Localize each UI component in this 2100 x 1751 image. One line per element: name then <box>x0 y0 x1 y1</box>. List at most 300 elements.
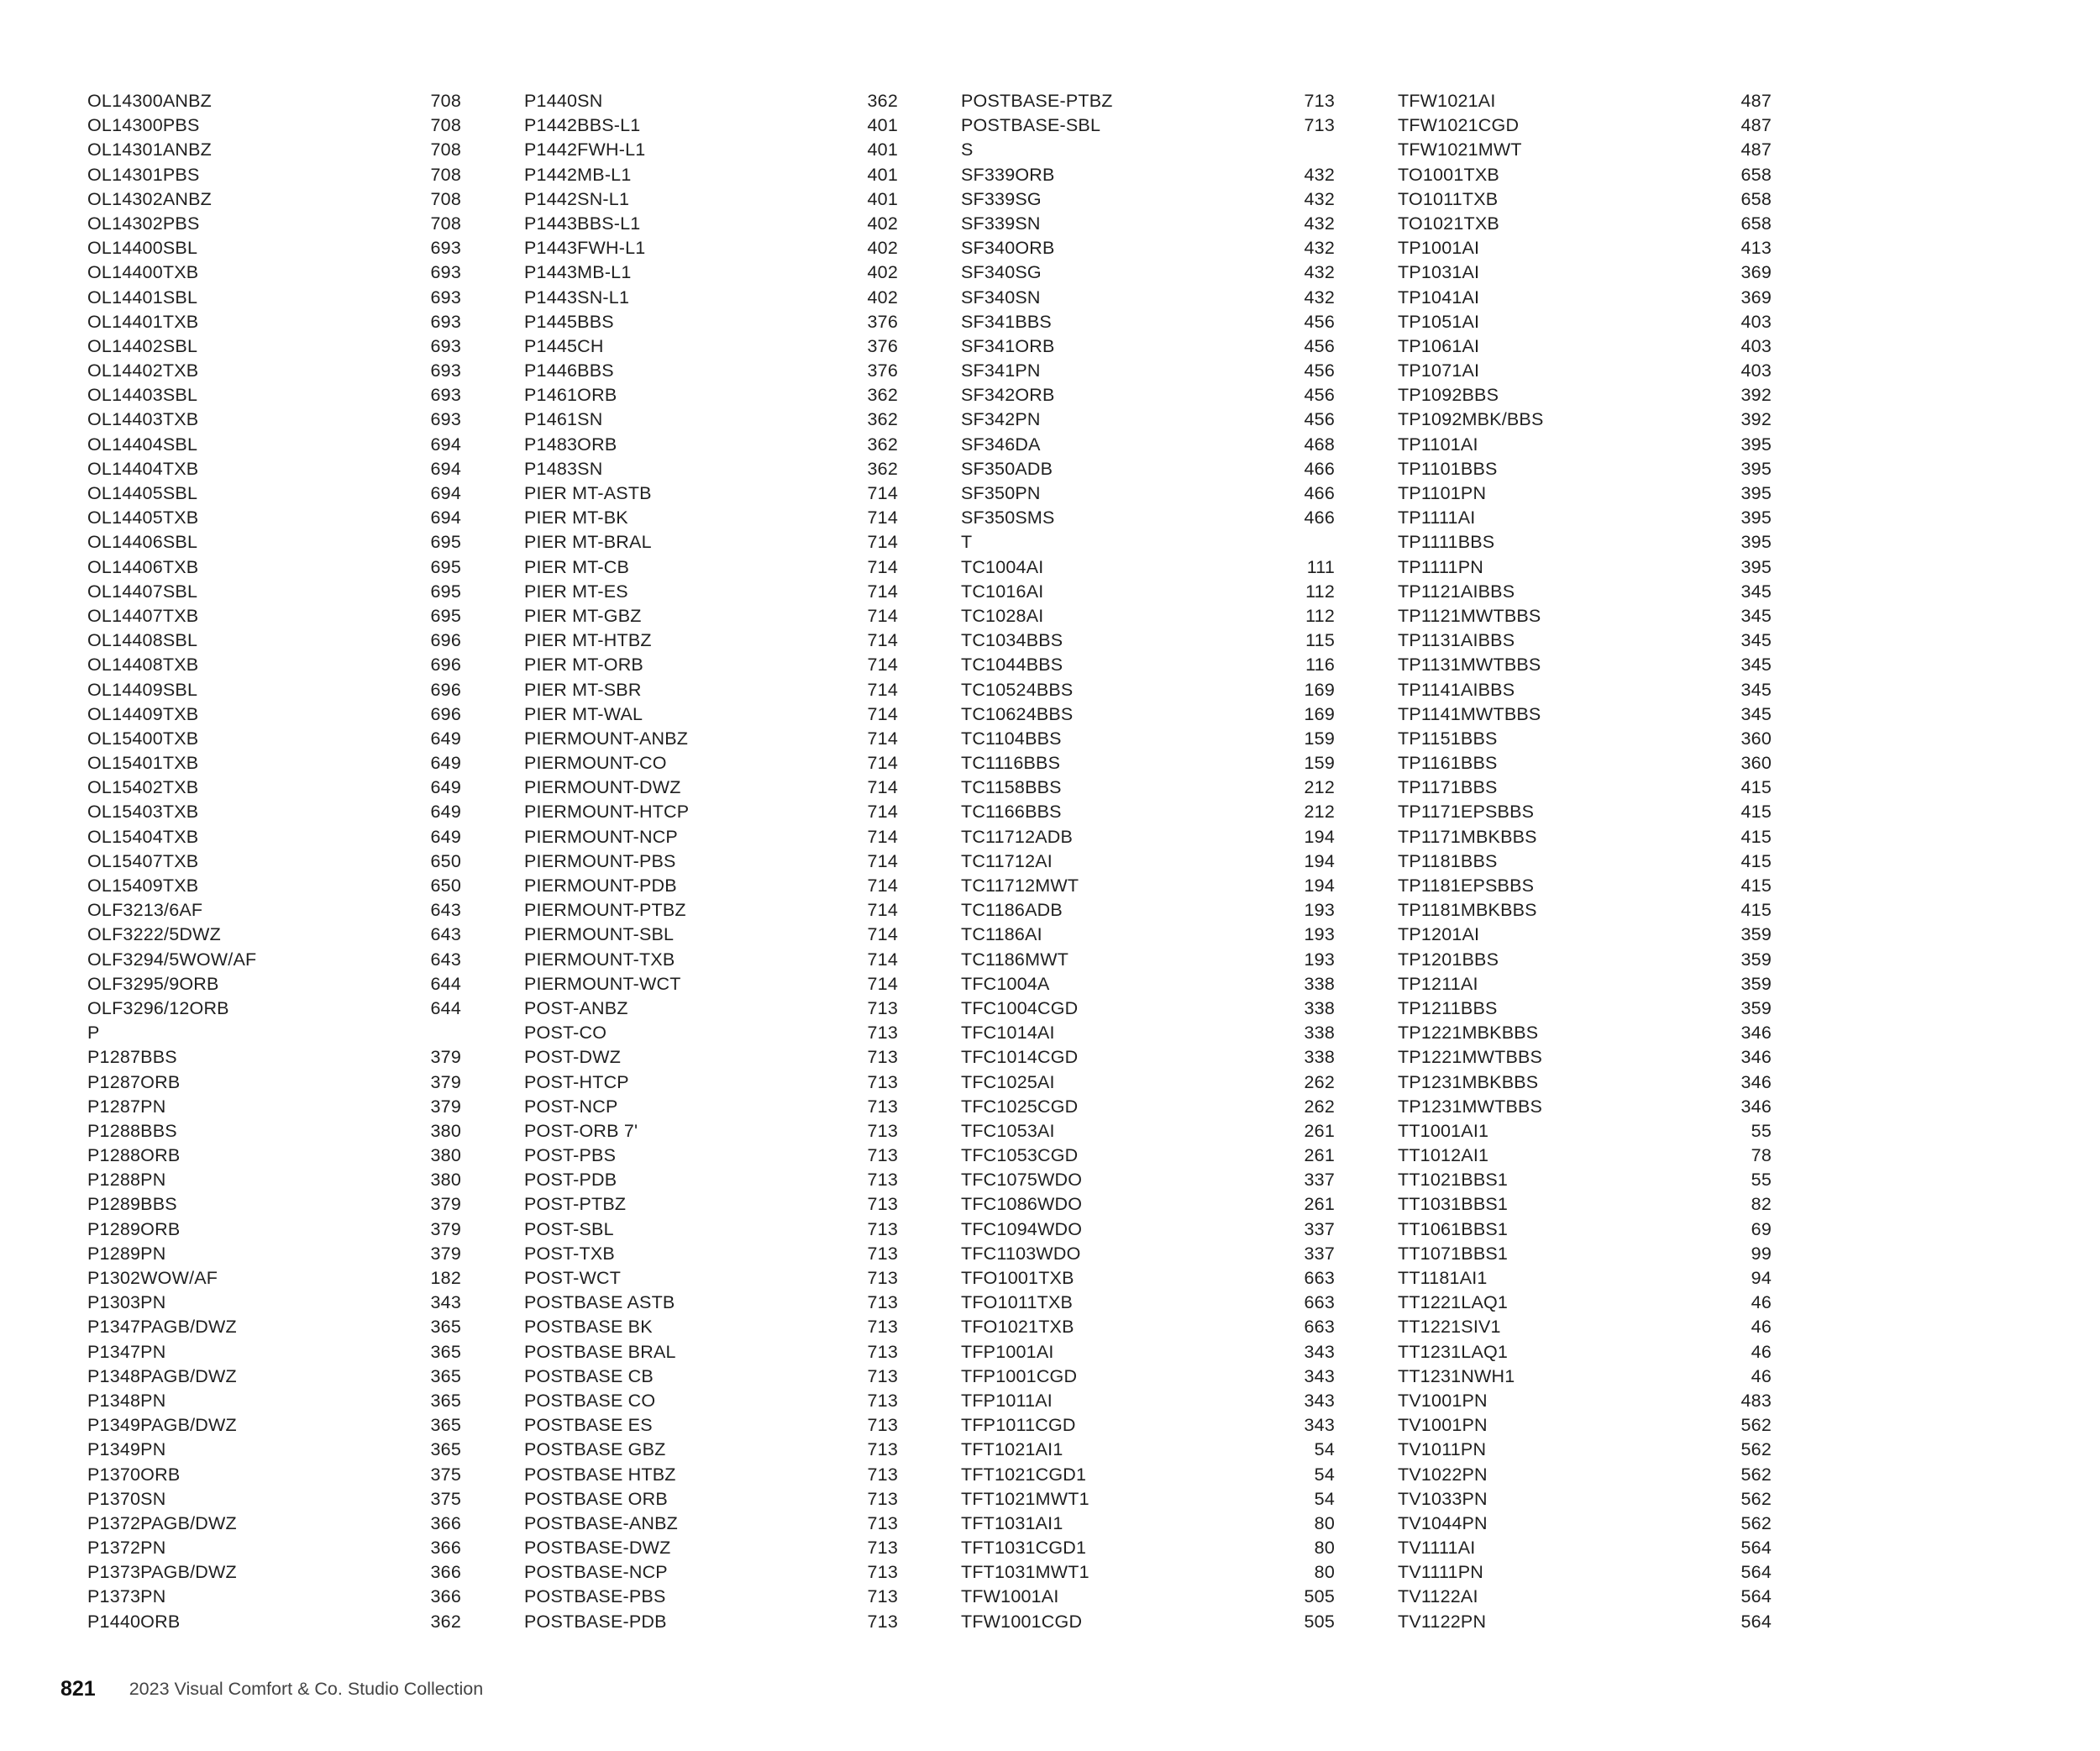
item-code: P1289ORB <box>87 1218 181 1239</box>
index-column-3 <box>961 89 1398 1634</box>
index-entry <box>524 604 961 628</box>
item-code: TC1104BBS <box>961 728 1062 749</box>
index-entry <box>961 678 1398 702</box>
page-ref: 714 <box>867 581 898 602</box>
index-entry <box>961 1168 1398 1192</box>
page-ref: 362 <box>867 434 898 455</box>
index-entry <box>524 1413 961 1438</box>
page-ref: 338 <box>1304 1023 1335 1044</box>
item-code: TP1181MBKBBS <box>1398 900 1537 921</box>
item-code: P1287PN <box>87 1096 166 1117</box>
page-ref: 82 <box>1751 1194 1772 1215</box>
item-code: PIERMOUNT-PBS <box>524 850 676 871</box>
page-ref: 376 <box>867 335 898 356</box>
page-ref: 362 <box>867 385 898 406</box>
item-code: TFT1021MWT1 <box>961 1488 1089 1509</box>
item-code: TFW1021MWT <box>1398 139 1522 160</box>
page-ref: 696 <box>430 630 461 651</box>
page-ref: 379 <box>430 1218 461 1239</box>
index-entry <box>961 457 1398 481</box>
item-code: TFC1086WDO <box>961 1194 1083 1215</box>
item-code: POSTBASE-DWZ <box>524 1538 671 1559</box>
page-ref: 456 <box>1304 360 1335 381</box>
index-entry <box>87 506 524 530</box>
page-ref: 395 <box>1740 532 1772 553</box>
index-entry <box>1398 898 1835 923</box>
index-entry <box>961 163 1398 187</box>
page-ref: 395 <box>1740 458 1772 479</box>
page-ref: 713 <box>867 1317 898 1338</box>
item-code: TP1161BBS <box>1398 753 1498 774</box>
page-ref: 365 <box>430 1341 461 1362</box>
index-entry <box>87 187 524 212</box>
page-ref: 708 <box>430 139 461 160</box>
item-code: OL14406SBL <box>87 532 198 553</box>
page-ref: 696 <box>430 703 461 724</box>
page-ref: 80 <box>1314 1538 1335 1559</box>
item-code: POSTBASE ASTB <box>524 1292 675 1313</box>
index-entry <box>1398 1021 1835 1045</box>
index-entry <box>524 1021 961 1045</box>
page-ref: 46 <box>1751 1317 1772 1338</box>
page-ref: 650 <box>430 876 461 896</box>
index-entry <box>1398 359 1835 383</box>
page-ref: 415 <box>1740 826 1772 847</box>
index-column-4 <box>1398 89 1835 1634</box>
item-code: SF339ORB <box>961 164 1055 185</box>
page-ref: 696 <box>430 679 461 700</box>
item-code: POST-ORB 7' <box>524 1120 638 1141</box>
page-ref: 261 <box>1304 1145 1335 1166</box>
index-entry <box>87 1192 524 1217</box>
index-entry <box>524 1438 961 1462</box>
page-ref: 708 <box>430 188 461 209</box>
page-ref: 337 <box>1304 1170 1335 1191</box>
item-code: TFO1001TXB <box>961 1268 1074 1288</box>
item-code: TT1221SIV1 <box>1398 1317 1501 1338</box>
index-entry <box>524 1340 961 1365</box>
item-code: POST-TXB <box>524 1243 615 1264</box>
item-code: TC1186ADB <box>961 900 1063 921</box>
index-entry <box>524 408 961 432</box>
index-entry <box>961 1242 1398 1266</box>
item-code: P1349PAGB/DWZ <box>87 1415 237 1436</box>
item-code: POST-PBS <box>524 1145 617 1166</box>
page-ref: 403 <box>1740 360 1772 381</box>
index-entry <box>524 1217 961 1242</box>
item-code: OL14404TXB <box>87 458 199 479</box>
item-code: TFO1011TXB <box>961 1292 1074 1313</box>
index-entry <box>524 923 961 947</box>
item-code: TP1151BBS <box>1398 728 1498 749</box>
page-ref: 694 <box>430 507 461 528</box>
item-code: TC1004AI <box>961 556 1044 577</box>
page-ref: 714 <box>867 850 898 871</box>
index-entry <box>961 506 1398 530</box>
page-ref: 345 <box>1740 679 1772 700</box>
page-ref: 487 <box>1740 115 1772 136</box>
page-ref: 714 <box>867 630 898 651</box>
index-entry <box>1398 1536 1835 1560</box>
index-entry <box>961 1119 1398 1144</box>
index-entry <box>1398 1340 1835 1365</box>
page-ref: 345 <box>1740 703 1772 724</box>
item-code: TP1121AIBBS <box>1398 581 1515 602</box>
index-entry <box>1398 1487 1835 1512</box>
index-entry <box>87 1045 524 1070</box>
page-ref: 713 <box>867 1292 898 1313</box>
index-entry <box>87 1217 524 1242</box>
item-code: OL14406TXB <box>87 556 199 577</box>
page-ref: 564 <box>1740 1611 1772 1632</box>
index-entry <box>87 138 524 162</box>
index-entry <box>961 1192 1398 1217</box>
index-entry <box>87 948 524 972</box>
page-ref: 337 <box>1304 1218 1335 1239</box>
item-code: TFT1021AI1 <box>961 1439 1063 1460</box>
page-ref: 116 <box>1305 655 1335 676</box>
index-entry <box>1398 187 1835 212</box>
page-ref: 346 <box>1740 1023 1772 1044</box>
index-entry <box>1398 972 1835 996</box>
page-ref: 487 <box>1740 91 1772 111</box>
page-ref: 562 <box>1740 1415 1772 1436</box>
item-code: TP1201BBS <box>1398 949 1499 970</box>
page-ref: 359 <box>1740 949 1772 970</box>
item-code: TP1181BBS <box>1398 850 1498 871</box>
section-letter: S <box>961 139 974 160</box>
item-code: TFW1001CGD <box>961 1611 1083 1632</box>
item-code: P1287ORB <box>87 1071 181 1092</box>
page-ref: 693 <box>430 409 461 430</box>
index-entry <box>87 874 524 898</box>
item-code: TT1221LAQ1 <box>1398 1292 1509 1313</box>
index-entry <box>524 1045 961 1070</box>
page-ref: 415 <box>1740 900 1772 921</box>
page-ref: 46 <box>1751 1365 1772 1386</box>
page-ref: 54 <box>1314 1488 1335 1509</box>
page-ref: 415 <box>1740 876 1772 896</box>
page-ref: 713 <box>867 1120 898 1141</box>
item-code: P1288PN <box>87 1170 166 1191</box>
item-code: POSTBASE HTBZ <box>524 1464 676 1485</box>
item-code: TP1051AI <box>1398 311 1480 332</box>
section-letter: T <box>961 532 973 553</box>
index-entry <box>961 653 1398 677</box>
page-ref: 650 <box>430 850 461 871</box>
item-code: P1443BBS-L1 <box>524 213 641 234</box>
index-entry <box>1398 751 1835 776</box>
index-entry <box>524 555 961 580</box>
index-entry <box>1398 1463 1835 1487</box>
item-code: TT1012AI1 <box>1398 1145 1489 1166</box>
item-code: TP1231MWTBBS <box>1398 1096 1543 1117</box>
item-code: TC1034BBS <box>961 630 1063 651</box>
index-entry <box>87 800 524 824</box>
index-entry <box>1398 89 1835 113</box>
index-entry <box>87 580 524 604</box>
index-entry <box>524 898 961 923</box>
item-code: POSTBASE-SBL <box>961 115 1101 136</box>
item-code: POST-NCP <box>524 1096 618 1117</box>
item-code: TP1211BBS <box>1398 997 1498 1018</box>
page-ref: 714 <box>867 703 898 724</box>
index-column-2 <box>524 89 961 1634</box>
page-ref: 194 <box>1304 826 1335 847</box>
item-code: PIERMOUNT-NCP <box>524 826 678 847</box>
index-entry <box>1398 383 1835 408</box>
item-code: TFP1001CGD <box>961 1365 1078 1386</box>
index-entry <box>524 1463 961 1487</box>
item-code: TFT1031CGD1 <box>961 1538 1087 1559</box>
index-entry <box>961 972 1398 996</box>
index-entry <box>524 1119 961 1144</box>
page-ref: 379 <box>430 1071 461 1092</box>
item-code: TV1044PN <box>1398 1512 1488 1533</box>
index-entry <box>1398 433 1835 457</box>
index-entry <box>1398 948 1835 972</box>
index-entry <box>524 972 961 996</box>
index-entry <box>87 1266 524 1291</box>
page-ref: 401 <box>867 188 898 209</box>
index-entry <box>961 1365 1398 1389</box>
index-entry <box>87 898 524 923</box>
index-entry <box>87 972 524 996</box>
index-entry <box>961 800 1398 824</box>
index-entry <box>1398 1610 1835 1634</box>
item-code: OL14404SBL <box>87 434 198 455</box>
index-entry <box>87 1413 524 1438</box>
index-entry <box>524 825 961 849</box>
index-entry <box>87 849 524 874</box>
item-code: OL14401SBL <box>87 287 198 308</box>
item-code: OLF3213/6AF <box>87 900 203 921</box>
item-code: POSTBASE-PBS <box>524 1586 666 1607</box>
item-code: P1445BBS <box>524 311 614 332</box>
index-entry <box>1398 506 1835 530</box>
page-ref: 362 <box>867 409 898 430</box>
page-ref: 714 <box>867 532 898 553</box>
page-ref: 366 <box>430 1538 461 1559</box>
item-code: P1347PN <box>87 1341 166 1362</box>
item-code: TC11712MWT <box>961 876 1079 896</box>
page-ref: 564 <box>1740 1562 1772 1583</box>
item-code: TC1044BBS <box>961 655 1063 676</box>
page-ref: 695 <box>430 556 461 577</box>
item-code: OL14409SBL <box>87 679 198 700</box>
index-entry <box>1398 530 1835 555</box>
index-entry <box>524 1242 961 1266</box>
page-ref: 402 <box>867 287 898 308</box>
item-code: P1349PN <box>87 1439 166 1460</box>
index-entry <box>961 996 1398 1021</box>
item-code: OL14405SBL <box>87 483 198 503</box>
index-entry <box>524 678 961 702</box>
page-ref: 379 <box>430 1194 461 1215</box>
item-code: TV1001PN <box>1398 1415 1488 1436</box>
index-entry <box>524 751 961 776</box>
index-entry <box>524 849 961 874</box>
index-entry <box>524 1144 961 1168</box>
item-code: TFC1014CGD <box>961 1047 1079 1068</box>
index-entry <box>524 334 961 359</box>
index-entry <box>961 187 1398 212</box>
item-code: TT1031BBS1 <box>1398 1194 1509 1215</box>
item-code: TFC1075WDO <box>961 1170 1083 1191</box>
item-code: TP1201AI <box>1398 924 1480 945</box>
item-code: TT1231LAQ1 <box>1398 1341 1509 1362</box>
item-code: OL15409TXB <box>87 876 199 896</box>
item-code: OL14403SBL <box>87 385 198 406</box>
index-entry <box>961 874 1398 898</box>
page-ref: 365 <box>430 1317 461 1338</box>
section-letter-row <box>961 138 1398 162</box>
index-entry <box>524 310 961 334</box>
page-ref: 365 <box>430 1390 461 1411</box>
index-entry <box>961 1315 1398 1339</box>
page-ref: 505 <box>1304 1586 1335 1607</box>
page-ref: 111 <box>1306 556 1335 577</box>
index-entry <box>1398 1560 1835 1585</box>
page-ref: 658 <box>1740 164 1772 185</box>
item-code: PIER MT-ORB <box>524 655 643 676</box>
page-ref: 713 <box>867 1439 898 1460</box>
page-ref: 359 <box>1740 997 1772 1018</box>
page-ref: 346 <box>1740 1047 1772 1068</box>
page-ref: 337 <box>1304 1243 1335 1264</box>
page-ref: 714 <box>867 753 898 774</box>
index-entry <box>1398 1585 1835 1609</box>
section-letter: P <box>87 1023 100 1044</box>
page-ref: 343 <box>1304 1365 1335 1386</box>
index-entry <box>524 457 961 481</box>
index-entry <box>961 580 1398 604</box>
page-ref: 693 <box>430 360 461 381</box>
page-ref: 643 <box>430 900 461 921</box>
item-code: POST-ANBZ <box>524 997 628 1018</box>
page-ref: 380 <box>430 1170 461 1191</box>
page-ref: 115 <box>1305 630 1335 651</box>
item-code: TC11712ADB <box>961 826 1074 847</box>
item-code: TP1061AI <box>1398 335 1480 356</box>
index-entry <box>87 163 524 187</box>
index-entry <box>524 1315 961 1339</box>
index-entry <box>1398 1168 1835 1192</box>
index-entry <box>524 187 961 212</box>
page-footer <box>60 1675 483 1703</box>
item-code: TFP1001AI <box>961 1341 1054 1362</box>
index-entry <box>87 678 524 702</box>
page-ref: 112 <box>1305 581 1335 602</box>
page-ref: 362 <box>867 91 898 111</box>
page-ref: 694 <box>430 434 461 455</box>
page-ref: 262 <box>1304 1071 1335 1092</box>
index-entry <box>524 1536 961 1560</box>
index-entry <box>524 383 961 408</box>
item-code: TP1221MWTBBS <box>1398 1047 1543 1068</box>
page-ref: 375 <box>430 1488 461 1509</box>
page-ref: 432 <box>1304 213 1335 234</box>
item-code: OL14400TXB <box>87 262 199 283</box>
item-code: SF341ORB <box>961 335 1055 356</box>
item-code: OLF3296/12ORB <box>87 997 229 1018</box>
page-ref: 395 <box>1740 556 1772 577</box>
page-ref: 193 <box>1304 900 1335 921</box>
page-ref: 99 <box>1751 1243 1772 1264</box>
item-code: TP1111PN <box>1398 556 1483 577</box>
item-code: P1483ORB <box>524 434 617 455</box>
page-ref: 376 <box>867 311 898 332</box>
item-code: TP1171BBS <box>1398 777 1498 798</box>
index-entry <box>524 874 961 898</box>
page-ref: 392 <box>1740 385 1772 406</box>
page-ref: 182 <box>430 1268 461 1288</box>
page-ref: 713 <box>867 1512 898 1533</box>
index-entry <box>1398 653 1835 677</box>
index-entry <box>87 1487 524 1512</box>
page-ref: 362 <box>867 458 898 479</box>
item-code: POSTBASE CB <box>524 1365 654 1386</box>
index-entry <box>1398 1266 1835 1291</box>
index-entry <box>1398 1144 1835 1168</box>
item-code: TV1122AI <box>1398 1586 1478 1607</box>
item-code: TFC1103WDO <box>961 1243 1081 1264</box>
page-ref: 401 <box>867 164 898 185</box>
item-code: OL14403TXB <box>87 409 199 430</box>
index-entry <box>87 1389 524 1413</box>
page-ref: 713 <box>867 1562 898 1583</box>
index-entry <box>1398 1413 1835 1438</box>
item-code: P1440SN <box>524 91 603 111</box>
page-ref: 562 <box>1740 1464 1772 1485</box>
index-entry <box>87 996 524 1021</box>
page-ref: 415 <box>1740 850 1772 871</box>
index-entry <box>87 1291 524 1315</box>
item-code: SF342ORB <box>961 385 1055 406</box>
page-ref: 343 <box>1304 1390 1335 1411</box>
item-code: TFT1021CGD1 <box>961 1464 1087 1485</box>
page-ref: 713 <box>867 1268 898 1288</box>
index-entry <box>524 236 961 260</box>
index-entry <box>87 433 524 457</box>
page-ref: 366 <box>430 1586 461 1607</box>
index-entry <box>524 1389 961 1413</box>
page-ref: 708 <box>430 91 461 111</box>
item-code: P1461ORB <box>524 385 617 406</box>
item-code: TP1092BBS <box>1398 385 1499 406</box>
page-ref: 46 <box>1751 1341 1772 1362</box>
page-ref: 713 <box>867 1071 898 1092</box>
page-ref: 713 <box>867 1611 898 1632</box>
page-ref: 456 <box>1304 335 1335 356</box>
index-entry <box>961 555 1398 580</box>
item-code: P1370SN <box>87 1488 166 1509</box>
page-ref: 466 <box>1304 483 1335 503</box>
page-ref: 395 <box>1740 434 1772 455</box>
item-code: OL14300ANBZ <box>87 91 213 111</box>
index-entry <box>87 1585 524 1609</box>
index-entry <box>961 1144 1398 1168</box>
index-entry <box>87 383 524 408</box>
page-ref: 159 <box>1304 753 1335 774</box>
item-code: TP1111AI <box>1398 507 1476 528</box>
index-entry <box>961 727 1398 751</box>
index-entry <box>524 996 961 1021</box>
page-ref: 193 <box>1304 949 1335 970</box>
page-ref: 169 <box>1304 679 1335 700</box>
index-entry <box>961 286 1398 310</box>
item-code: TP1101AI <box>1398 434 1478 455</box>
